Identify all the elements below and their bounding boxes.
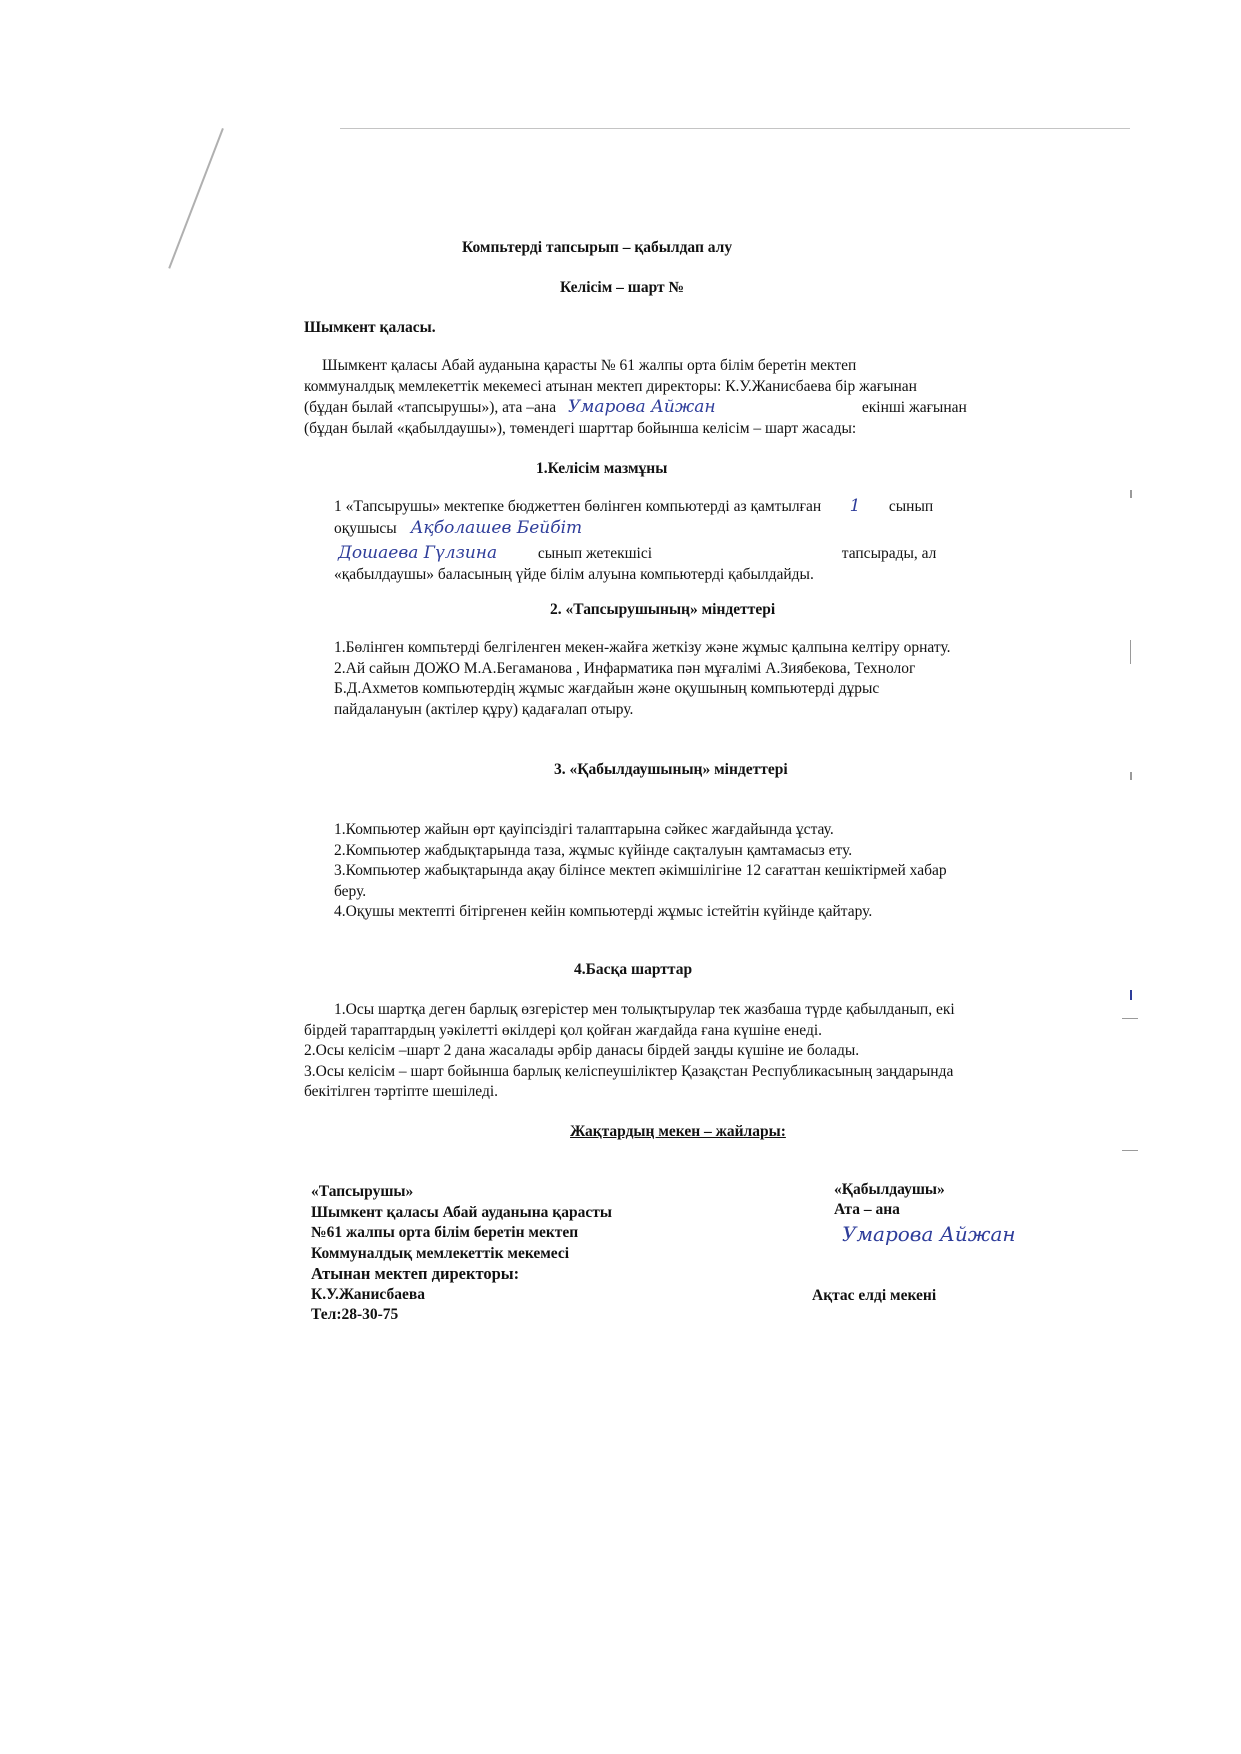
section4-line: бірдей тараптардың уәкілетті өкілдері қол қойған жағдайда ғана күшіне енеді. — [304, 1021, 823, 1039]
grade-handwritten: 1 — [849, 496, 861, 516]
left-party-line: Коммуналдық мемлекеттік мекемесі — [311, 1244, 570, 1262]
section4-line: 1.Осы шартқа деген барлық өзгерістер мен толықтырулар тек жазбаша түрде қабылданып, екі — [334, 1001, 955, 1018]
section3-line: 3.Компьютер жабықтарында ақау білінсе мектеп әкімшілігіне 12 сағаттан кешіктірмей хабар — [334, 862, 947, 879]
section3-line: 4.Оқушы мектепті бітіргенен кейін компьютерді жұмыс істейтін күйінде қайтару. — [334, 903, 873, 920]
parent-name-handwritten: Умарова Айжан — [567, 397, 716, 417]
parent-signature-handwritten: Умарова Айжан — [842, 1222, 1016, 1246]
section3-line: беру. — [334, 882, 367, 900]
section1-text: сынып — [888, 498, 934, 515]
section2-line: Б.Д.Ахметов компьютердің жұмыс жағдайын және оқушының компьютерді дұрыс — [334, 680, 880, 697]
student-name-handwritten: Ақболашев Бейбіт — [410, 517, 583, 538]
right-party-role: Ата – ана — [834, 1201, 900, 1218]
intro-paragraph — [304, 356, 967, 439]
scan-artifact-edge-mark — [1130, 640, 1131, 664]
section1-line: «қабылдаушы» баласының үйде білім алуына компьютерді қабылдайды. — [334, 565, 814, 583]
section3-heading: 3. «Қабылдаушының» міндеттері — [554, 761, 788, 778]
document-subtitle: Келісім – шарт № — [560, 279, 685, 296]
intro-line — [304, 397, 967, 419]
scan-artifact-top-rule — [340, 128, 1130, 129]
section3-body — [334, 820, 947, 923]
city-line: Шымкент қаласы. — [304, 319, 436, 336]
scan-artifact-edge-mark — [1130, 990, 1132, 1000]
section4-body — [304, 1000, 955, 1103]
section4-line: 3.Осы келісім – шарт бойынша барлық келіспеушіліктер Қазақстан Республикасының заңдарында — [304, 1062, 954, 1080]
teacher-name-handwritten: Дошаева Гүлзина — [338, 543, 498, 563]
section1-line — [334, 518, 936, 540]
section4-heading: 4.Басқа шарттар — [574, 961, 693, 978]
left-party-line: К.У.Жанисбаева — [311, 1285, 425, 1303]
addresses-heading: Жақтардың мекен – жайлары: — [570, 1123, 786, 1140]
scan-artifact-edge-mark — [1122, 1018, 1138, 1019]
section2-body — [334, 638, 951, 720]
left-party-line: «Тапсырушы» — [311, 1183, 414, 1200]
document-title: Компьтерді тапсырып – қабылдап алу — [462, 239, 733, 256]
section1-line — [334, 543, 936, 565]
right-party-address: Ақтас елді мекені — [812, 1287, 937, 1304]
left-party-line: Тел:28-30-75 — [311, 1306, 399, 1323]
section3-line: 1.Компьютер жайын өрт қауіпсіздігі талаптарына сәйкес жағдайында ұстау. — [334, 821, 834, 838]
intro-line: (бұдан былай «қабылдаушы»), төмендегі шарттар бойынша келісім – шарт жасады: — [304, 419, 857, 437]
section2-line: пайдалануын (актілер құру) қадағалап отыру. — [334, 700, 634, 718]
intro-line-text: (бұдан былай «тапсырушы»), ата –ана — [304, 399, 557, 416]
intro-line-text: екінші жағынан — [861, 399, 967, 416]
section4-line: 2.Осы келісім –шарт 2 дана жасалады әрбір данасы бірдей заңды күшіне ие болады. — [304, 1042, 860, 1059]
section1-text: оқушысы — [334, 519, 397, 537]
section1-text: тапсырады, ал — [841, 545, 937, 562]
section4-line: бекітілген тәртіпте шешіледі. — [304, 1083, 499, 1100]
left-party-block — [311, 1182, 612, 1326]
section1-line — [334, 496, 936, 518]
section1-text: сынып жетекшісі — [537, 545, 653, 562]
intro-line: Шымкент қаласы Абай ауданына қарасты № 61 жалпы орта білім беретін мектеп — [322, 357, 857, 374]
section2-line: 1.Бөлінген компьтерді белгіленген мекен-жайға жеткізу және жұмыс қалпына келтіру орнату. — [334, 639, 951, 656]
section3-line: 2.Компьютер жабдықтарында таза, жұмыс күйінде сақталуын қамтамасыз ету. — [334, 841, 853, 859]
section2-line: 2.Ай сайын ДОЖО М.А.Бегаманова , Инфарматика пән мұғалімі А.Зиябекова, Технолог — [334, 659, 916, 677]
section1-text: 1 «Тапсырушы» мектепке бюджеттен бөлінген компьютерді аз қамтылған — [334, 498, 822, 515]
section2-heading: 2. «Тапсырушының» міндеттері — [550, 601, 776, 618]
left-party-line: Атынан мектеп директоры: — [311, 1264, 520, 1283]
left-party-line: №61 жалпы орта білім беретін мектеп — [311, 1224, 579, 1241]
scan-artifact-edge-mark — [1130, 772, 1132, 780]
right-party-label: «Қабылдаушы» — [834, 1181, 945, 1198]
left-party-line: Шымкент қаласы Абай ауданына қарасты — [311, 1203, 612, 1221]
section1-body — [334, 496, 936, 585]
scan-artifact-diagonal — [168, 128, 224, 269]
section1-heading: 1.Келісім мазмұны — [536, 460, 668, 477]
intro-line: коммуналдық мемлекеттік мекемесі атынан мектеп директоры: К.У.Жанисбаева бір жағынан — [304, 377, 917, 395]
scan-artifact-edge-mark — [1130, 490, 1132, 498]
scan-artifact-edge-mark — [1122, 1150, 1138, 1151]
